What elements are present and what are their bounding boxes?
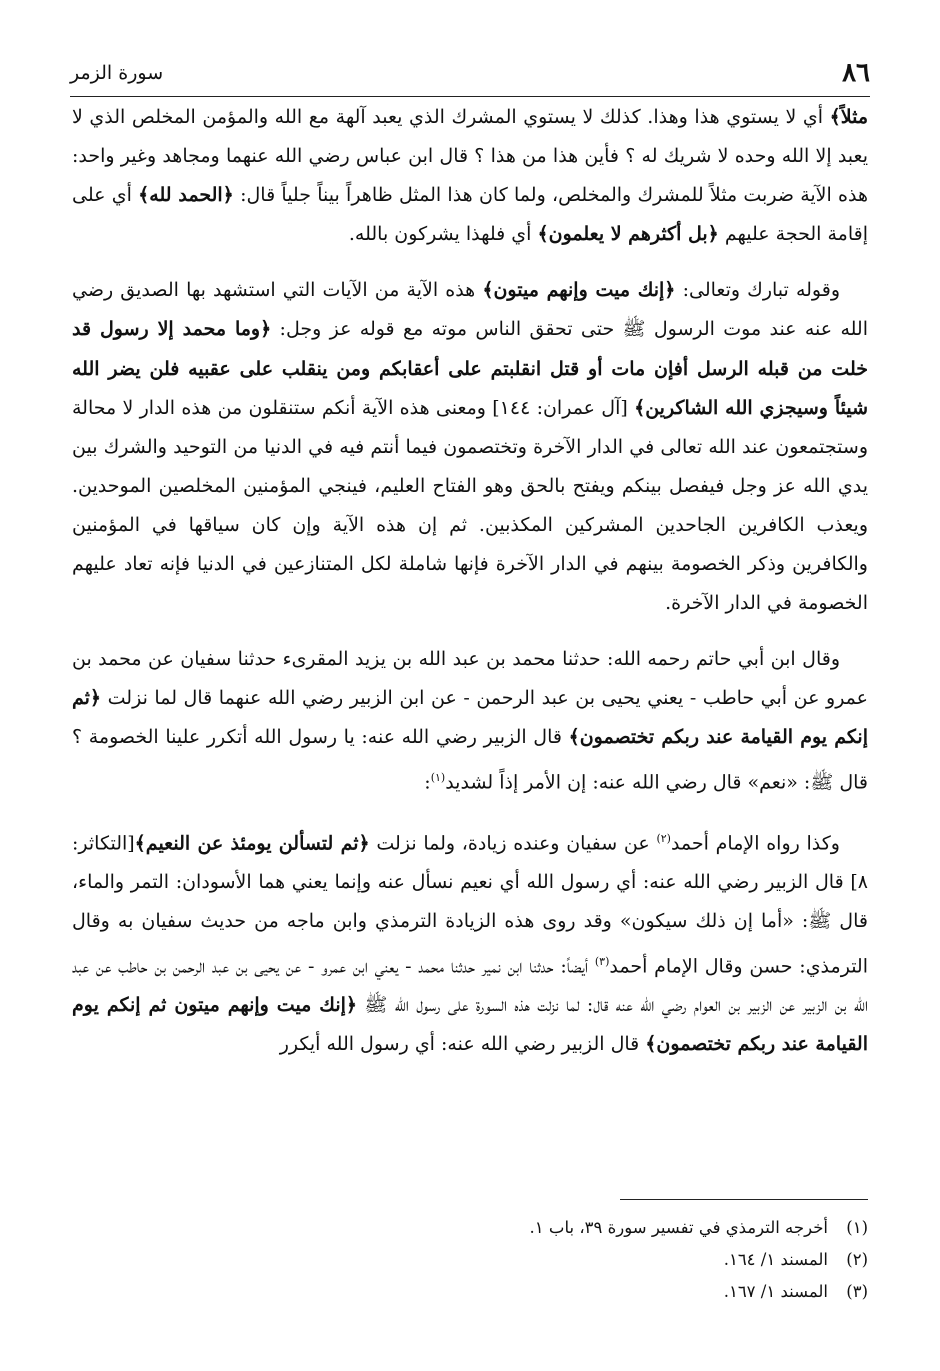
quran-quote: ﴿إنك ميت وإنهم ميتون﴾ [482,279,676,302]
footnote-text: المسند ١/ ١٦٤. [723,1250,828,1269]
footnote-number: (٢) [846,1250,868,1269]
footnote [300,1244,868,1276]
paragraph-text: [التكاثر: ٨] قال الزبير رضي الله عنه: أي رسول الله أي نعيم نسأل عنه وإنما يعني هما الأسودان: التمر والماء، قال ﷺ: «أما إن ذلك سيكون» وقد روى هذه الزيادة الترمذي وابن ماجه من حديث سفيان به وقال الترمذي: حسن وقال الإمام أحمد [72,832,868,977]
paragraph-text: أي فلهذا يشركون بالله. [348,223,538,246]
quran-quote: ﴿ثم إنكم يوم القيامة عند ربكم تختصمون﴾ [72,687,868,749]
running-head: سورة الزمر [70,62,164,84]
body-paragraph [72,640,868,802]
footnote-reference: (٣) [594,954,610,968]
footnote [300,1276,868,1308]
paragraph-text: : [424,770,431,793]
quran-quote: ﴿بل أكثرهم لا يعلمون﴾ [537,223,719,246]
paragraph-text: قال الزبير رضي الله عنه: يا رسول الله أتكرر علينا الخصومة ؟ قال ﷺ: «نعم» قال رضي الله عنه: إن الأمر إذاً لشديد [72,726,868,793]
paragraph-text: وقوله تبارك وتعالى: [675,279,840,302]
footnote-number: (١) [846,1218,868,1237]
paragraph-text: [آل عمران: ١٤٤] ومعنى هذه الآية أنكم ستنقلون من هذه الدار لا محالة وستجتمعون عند الله تعالى في الدار الآخرة وتختصمون فيما أنتم فيه في الدنيا من التوحيد والشرك بين يدي الله عز وجل فيفصل بينكم ويفتح بالحق وهو الفتاح العليم، فينجي المؤمنين المخلصين الموحدين. ويعذب الكافرين الجاحدين المشركين المكذبين. ثم إن هذه الآية وإن كان سياقها في المؤمنين والكافرين وذكر الخصومة بينهم في الدار الآخرة فإنها شاملة لكل المتنازعين في الدنيا فإنه تعاد عليهم الخصومة في الدار الآخرة. [72,396,868,615]
footnotes [300,1212,868,1308]
body-text [72,98,868,1064]
paragraph-text: أي على إقامة الحجة عليهم [72,184,868,246]
paragraph-text: أي لا يستوي هذا وهذا. كذلك لا يستوي المشرك الذي يعبد آلهة مع الله والمؤمن المخلص الذي لا يعبد إلا الله وحده لا شريك له ؟ فأين هذا من هذا ؟ قال ابن عباس رضي الله عنهما ومجاهد وغير واحد: هذه الآية ضربت مثلاً للمشرك والمخلص، ولما كان هذا المثل ظاهراً بيناً جلياً قال: [72,106,869,207]
paragraph-text: وقال ابن أبي حاتم رحمه الله: حدثنا محمد بن عبد الله بن يزيد المقرىء حدثنا سفيان عن محمد بن عمرو عن أبي حاطب - يعني يحيى بن عبد الرحمن - عن ابن الزبير رضي الله عنهما قال لما نزلت [72,648,868,710]
paragraph-text: عن سفيان وعنده زيادة، ولما نزلت [369,832,657,855]
page-number: ٨٦ [842,58,870,88]
quran-quote: ﴿الحمد لله﴾ [138,184,234,207]
footnote-number: (٣) [846,1282,868,1301]
footnotes-divider [620,1199,868,1200]
body-paragraph [72,271,868,623]
page-header [70,56,870,97]
body-paragraph [72,98,868,254]
paragraph-text: قال الزبير رضي الله عنه: أي رسول الله أيكرر [279,1033,646,1056]
footnote [300,1212,868,1244]
quran-quote: ﴿وما محمد إلا رسول قد خلت من قبله الرسل أفإن مات أو قتل انقلبتم على أعقابكم ومن ينقلب على عقبيه فلن يضر الله شيئاً وسيجزي الله الشاكرين﴾ [72,318,868,419]
paragraph-text: هذه الآية من الآيات التي استشهد بها الصديق رضي الله عنه عند موت الرسول ﷺ حتى تحقق الناس موته مع قوله عز وجل: [72,279,868,341]
footnote-reference: (١) [430,770,446,784]
paragraph-text: أيضاً: حدثنا ابن نمير حدثنا محمد - يعني ابن عمرو - عن يحيى بن عبد الرحمن بن حاطب عن عبد الله بن الزبير عن الزبير بن العوام رضي الله عنه قال: لما نزلت هذه السورة على رسول الله ﷺ [72,954,869,1016]
quran-quote: ﴿ثم لتسألن يومئذ عن النعيم﴾ [134,832,370,855]
paragraph-text: وكذا رواه الإمام أحمد [670,832,840,855]
quran-quote: ﴿إنك ميت وإنهم ميتون ثم إنكم يوم القيامة عند ربكم تختصمون﴾ [72,993,868,1056]
body-paragraph [72,819,868,1064]
footnote-reference: (٢) [656,831,671,845]
footnote-text: المسند ١/ ١٦٧. [723,1282,828,1301]
footnote-text: أخرجه الترمذي في تفسير سورة ٣٩، باب ١. [529,1218,828,1237]
quran-quote: مثلاً﴾ [829,106,868,128]
